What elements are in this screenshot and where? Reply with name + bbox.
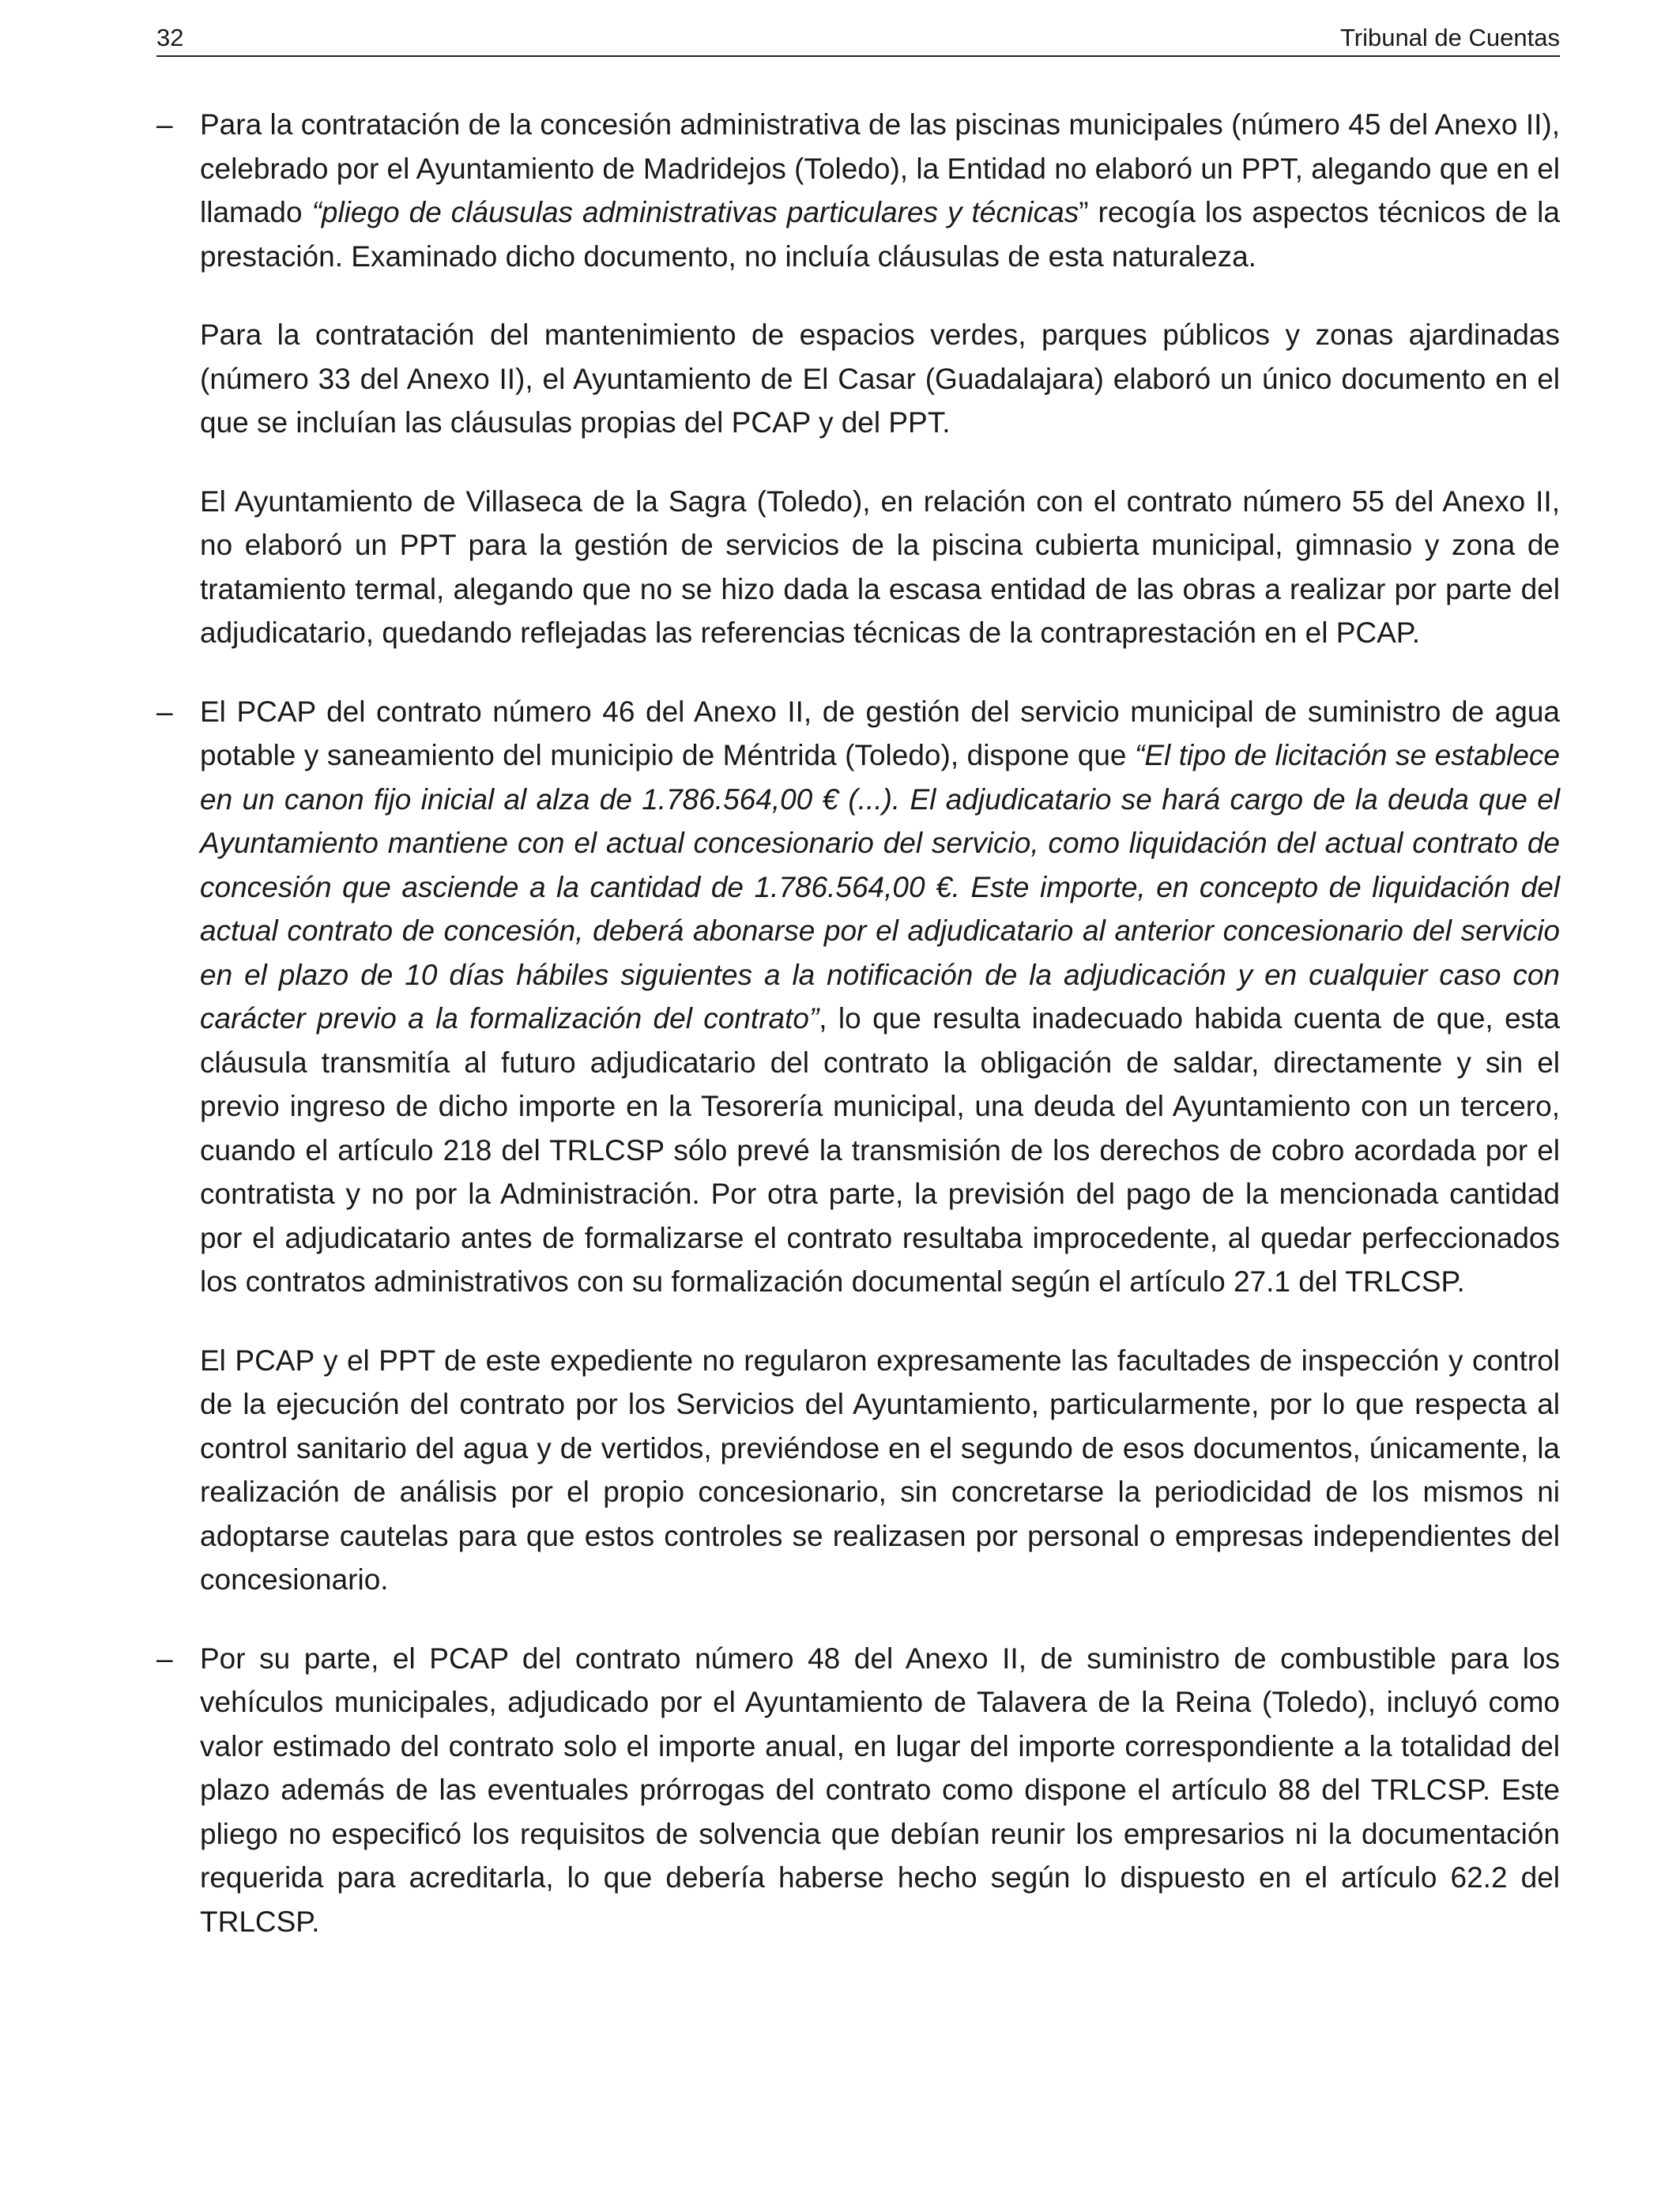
italic-quote: “pliego de cláusulas administrativas particulares y técnicas (311, 196, 1079, 228)
paragraph (200, 103, 1560, 278)
bullet-dash: – (156, 1642, 173, 1675)
paragraph (200, 690, 1560, 1304)
bullet-dash: – (156, 695, 173, 728)
list-item (156, 690, 1560, 1602)
document-body (156, 103, 1560, 1978)
text-run: Para la contratación de la concesión administrativa de las piscinas municipales (número 45 del Anexo II), celebrado por el Ayuntamiento de Madridejos (Toledo), la Entidad no elaboró un PPT, alegando que en el llamado (200, 108, 1560, 228)
running-title: Tribunal de Cuentas (1339, 24, 1560, 51)
page-number: 32 (156, 24, 184, 51)
text-run: , lo que resulta inadecuado habida cuenta de que, esta cláusula transmitía al futuro adjudicatario del contrato la obligación de saldar, directamente y sin el previo ingreso de dicho importe en la Tesorería municipal, una deuda del Ayuntamiento con un tercero, cuando el artículo 218 del TRLCSP sólo prevé la transmisión de los derechos de cobro acordada por el contratista y no por la Administración. Por otra parte, la previsión del pago de la mencionada cantidad por el adjudicatario antes de formalizarse el contrato resultaba improcedente, al quedar perfeccionados los contratos administrativos con su formalización documental según el artículo 27.1 del TRLCSP. (200, 1002, 1560, 1298)
bullet-dash: – (156, 108, 173, 141)
paragraph: El Ayuntamiento de Villaseca de la Sagra (Toledo), en relación con el contrato número 55 del Anexo II, no elaboró un PPT para la gestión de servicios de la piscina cubierta municipal, gimnasio y zona de tratamiento termal, alegando que no se hizo dada la escasa entidad de las obras a realizar por parte del adjudicatario, quedando reflejadas las referencias técnicas de la contraprestación en el PCAP. (200, 484, 1560, 649)
paragraph: El PCAP y el PPT de este expediente no regularon expresamente las facultades de inspección y control de la ejecución del contrato por los Servicios del Ayuntamiento, particularmente, por lo que respecta al control sanitario del agua y de vertidos, previéndose en el segundo de esos documentos, únicamente, la realización de análisis por el propio concesionario, sin concretarse la periodicidad de los mismos ni adoptarse cautelas para que estos controles se realizasen por personal o empresas independientes del concesionario. (200, 1344, 1560, 1596)
italic-quote: “El tipo de licitación se establece en un canon fijo inicial al alza de 1.786.564,00 € (...). El adjudicatario se hará cargo de la deuda que el Ayuntamiento mantiene con el actual concesionario del servicio, como liquidación del actual contrato de concesión que asciende a la cantidad de 1.786.564,00 €. Este importe, en concepto de liquidación del actual contrato de concesión, deberá abonarse por el adjudicatario al anterior concesionario del servicio en el plazo de 10 días hábiles siguientes a la notificación de la adjudicación y en cualquier caso con carácter previo a la formalización del contrato” (200, 739, 1560, 1035)
text-run: El PCAP del contrato número 46 del Anexo II, de gestión del servicio municipal de suministro de agua potable y saneamiento del municipio de Méntrida (Toledo), dispone que (200, 695, 1560, 771)
paragraph: Para la contratación del mantenimiento de espacios verdes, parques públicos y zonas ajardinadas (número 33 del Anexo II), el Ayuntamiento de El Casar (Guadalajara) elaboró un único documento en el que se incluían las cláusulas propias del PCAP y del PPT. (200, 319, 1560, 439)
list-item (156, 103, 1560, 655)
text-run: ” recogía los aspectos técnicos de la prestación. Examinado dicho documento, no incluía cláusulas de esta naturaleza. (200, 196, 1560, 273)
paragraph: Por su parte, el PCAP del contrato número 48 del Anexo II, de suministro de combustible para los vehículos municipales, adjudicado por el Ayuntamiento de Talavera de la Reina (Toledo), incluyó como valor estimado del contrato solo el importe anual, en lugar del importe correspondiente a la totalidad del plazo además de las eventuales prórrogas del contrato como dispone el artículo 88 del TRLCSP. Este pliego no especificó los requisitos de solvencia que debían reunir los empresarios ni la documentación requerida para acreditarla, lo que debería haberse hecho según lo dispuesto en el artículo 62.2 del TRLCSP. (200, 1642, 1560, 1938)
page-header (156, 21, 1560, 57)
list-item (156, 1637, 1560, 1944)
